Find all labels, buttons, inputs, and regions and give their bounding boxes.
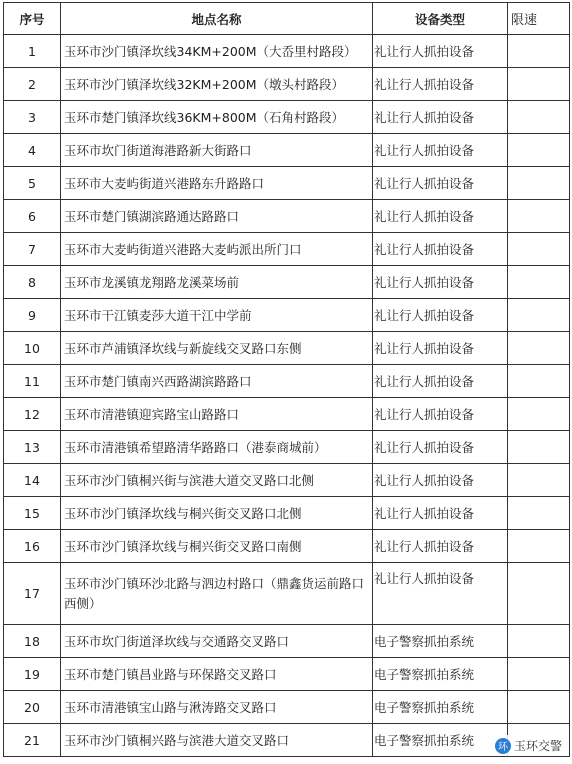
- row-speed-limit: [508, 167, 570, 200]
- header-no: 序号: [4, 3, 61, 35]
- row-no: 19: [4, 658, 61, 691]
- row-location-name: 玉环市清港镇希望路清华路路口（港泰商城前）: [61, 431, 373, 464]
- row-location-name: 玉环市清港镇宝山路与湫涛路交叉路口: [61, 691, 373, 724]
- row-no: 21: [4, 724, 61, 757]
- row-speed-limit: [508, 625, 570, 658]
- row-no: 1: [4, 35, 61, 68]
- row-speed-limit: [508, 200, 570, 233]
- row-device-type: 礼让行人抓拍设备: [373, 68, 508, 101]
- table-row: [4, 530, 570, 563]
- row-location-name: 玉环市楚门镇昌业路与环保路交叉路口: [61, 658, 373, 691]
- row-speed-limit: [508, 68, 570, 101]
- row-speed-limit: [508, 563, 570, 625]
- row-location-name: 玉环市坎门街道海港路新大街路口: [61, 134, 373, 167]
- row-location-name: 玉环市龙溪镇龙翔路龙溪菜场前: [61, 266, 373, 299]
- row-location-name: 玉环市干江镇麦莎大道干江中学前: [61, 299, 373, 332]
- row-speed-limit: [508, 233, 570, 266]
- row-speed-limit: [508, 332, 570, 365]
- table-row: [4, 563, 570, 625]
- row-device-type: 礼让行人抓拍设备: [373, 365, 508, 398]
- row-no: 9: [4, 299, 61, 332]
- table-header-row: [4, 3, 570, 35]
- watermark-logo-icon: 环: [495, 738, 511, 754]
- table-row: [4, 233, 570, 266]
- table-row: [4, 266, 570, 299]
- row-no: 15: [4, 497, 61, 530]
- row-speed-limit: [508, 497, 570, 530]
- row-device-type: 礼让行人抓拍设备: [373, 233, 508, 266]
- row-no: 18: [4, 625, 61, 658]
- row-speed-limit: [508, 530, 570, 563]
- row-no: 8: [4, 266, 61, 299]
- table-row: [4, 200, 570, 233]
- row-speed-limit: [508, 266, 570, 299]
- table-row: [4, 658, 570, 691]
- table-row: [4, 464, 570, 497]
- table-row: [4, 134, 570, 167]
- table-row: [4, 101, 570, 134]
- row-location-name: 玉环市清港镇迎宾路宝山路路口: [61, 398, 373, 431]
- row-speed-limit: [508, 658, 570, 691]
- header-type: 设备类型: [373, 3, 508, 35]
- row-device-type: 礼让行人抓拍设备: [373, 497, 508, 530]
- row-speed-limit: [508, 691, 570, 724]
- row-device-type: 礼让行人抓拍设备: [373, 266, 508, 299]
- table-row: [4, 332, 570, 365]
- row-speed-limit: [508, 365, 570, 398]
- row-no: 20: [4, 691, 61, 724]
- watermark: [491, 735, 566, 756]
- row-location-name: 玉环市沙门镇桐兴路与滨港大道交叉路口: [61, 724, 373, 757]
- header-name: 地点名称: [61, 3, 373, 35]
- row-device-type: 礼让行人抓拍设备: [373, 431, 508, 464]
- row-device-type: 电子警察抓拍系统: [373, 724, 508, 757]
- row-location-name: 玉环市沙门镇环沙北路与泗边村路口（鼎鑫货运前路口西侧）: [61, 563, 373, 625]
- table-row: [4, 625, 570, 658]
- row-no: 6: [4, 200, 61, 233]
- row-device-type: 礼让行人抓拍设备: [373, 101, 508, 134]
- row-location-name: 玉环市沙门镇泽坎线与桐兴街交叉路口南侧: [61, 530, 373, 563]
- row-location-name: 玉环市沙门镇桐兴街与滨港大道交叉路口北侧: [61, 464, 373, 497]
- row-location-name: 玉环市沙门镇泽坎线32KM+200M（墩头村路段）: [61, 68, 373, 101]
- table-row: [4, 299, 570, 332]
- row-device-type: 礼让行人抓拍设备: [373, 134, 508, 167]
- table-row: [4, 431, 570, 464]
- table-row: [4, 35, 570, 68]
- row-device-type: 礼让行人抓拍设备: [373, 563, 508, 625]
- row-no: 10: [4, 332, 61, 365]
- row-device-type: 礼让行人抓拍设备: [373, 398, 508, 431]
- row-device-type: 礼让行人抓拍设备: [373, 167, 508, 200]
- row-device-type: 电子警察抓拍系统: [373, 691, 508, 724]
- table-row: [4, 691, 570, 724]
- row-location-name: 玉环市楚门镇泽坎线36KM+800M（石角村路段）: [61, 101, 373, 134]
- table-body: [4, 35, 570, 757]
- row-location-name: 玉环市大麦屿街道兴港路东升路路口: [61, 167, 373, 200]
- row-device-type: 电子警察抓拍系统: [373, 658, 508, 691]
- row-speed-limit: [508, 398, 570, 431]
- row-location-name: 玉环市楚门镇湖滨路通达路路口: [61, 200, 373, 233]
- row-speed-limit: [508, 101, 570, 134]
- row-no: 5: [4, 167, 61, 200]
- row-device-type: 礼让行人抓拍设备: [373, 35, 508, 68]
- row-no: 2: [4, 68, 61, 101]
- row-no: 7: [4, 233, 61, 266]
- row-device-type: 礼让行人抓拍设备: [373, 200, 508, 233]
- row-device-type: 礼让行人抓拍设备: [373, 332, 508, 365]
- table-row: [4, 365, 570, 398]
- table-row: [4, 724, 570, 757]
- table-row: [4, 68, 570, 101]
- table-row: [4, 398, 570, 431]
- row-no: 14: [4, 464, 61, 497]
- row-no: 4: [4, 134, 61, 167]
- row-device-type: 电子警察抓拍系统: [373, 625, 508, 658]
- table-row: [4, 497, 570, 530]
- row-speed-limit: [508, 299, 570, 332]
- row-no: 17: [4, 563, 61, 625]
- row-location-name: 玉环市沙门镇泽坎线与桐兴街交叉路口北侧: [61, 497, 373, 530]
- location-table: [3, 2, 570, 757]
- row-no: 3: [4, 101, 61, 134]
- row-no: 12: [4, 398, 61, 431]
- row-device-type: 礼让行人抓拍设备: [373, 299, 508, 332]
- row-device-type: 礼让行人抓拍设备: [373, 464, 508, 497]
- row-location-name: 玉环市大麦屿街道兴港路大麦屿派出所门口: [61, 233, 373, 266]
- row-speed-limit: [508, 134, 570, 167]
- row-speed-limit: [508, 464, 570, 497]
- row-no: 16: [4, 530, 61, 563]
- table-row: [4, 167, 570, 200]
- row-location-name: 玉环市沙门镇泽坎线34KM+200M（大岙里村路段）: [61, 35, 373, 68]
- row-device-type: 礼让行人抓拍设备: [373, 530, 508, 563]
- row-location-name: 玉环市芦浦镇泽坎线与新旋线交叉路口东侧: [61, 332, 373, 365]
- header-speed: 限速: [508, 3, 570, 35]
- row-location-name: 玉环市坎门街道泽坎线与交通路交叉路口: [61, 625, 373, 658]
- watermark-text: 玉环交警: [513, 739, 562, 753]
- row-no: 13: [4, 431, 61, 464]
- row-speed-limit: [508, 35, 570, 68]
- row-speed-limit: [508, 431, 570, 464]
- row-location-name: 玉环市楚门镇南兴西路湖滨路路口: [61, 365, 373, 398]
- row-no: 11: [4, 365, 61, 398]
